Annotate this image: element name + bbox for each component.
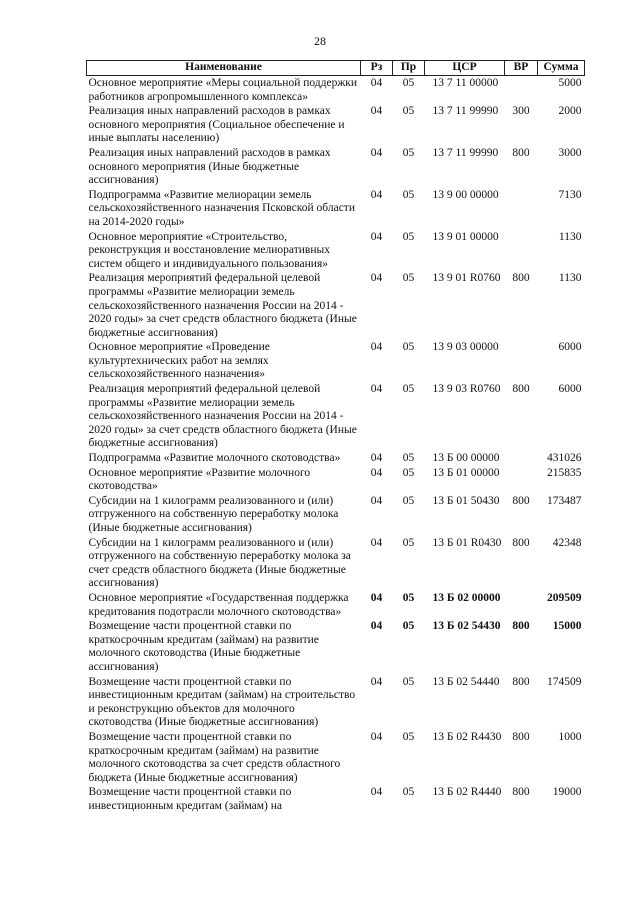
cell-name: Подпрограмма «Развитие молочного скотоводства» [88,452,341,465]
cell-rz: 04 [370,675,383,688]
cell-csr: 13 7 11 99990 [432,105,499,118]
cell-vr: 800 [512,620,530,633]
cell-name: Возмещение части процентной ставки по инвестиционным кредитам (займам) на [88,786,292,812]
cell-rz: 04 [370,620,383,633]
table-row [87,536,585,591]
cell-csr: 13 Б 01 00000 [432,466,500,479]
table-row [87,451,585,466]
cell-csr: 13 Б 02 R4440 [432,786,502,799]
cell-vr: 800 [512,675,530,688]
cell-name: Субсидии на 1 килограмм реализованного и (или) отгруженного на собственную переработку молока (Иные бюджетные ассигнования) [88,494,339,534]
cell-pr: 05 [402,341,415,354]
cell-pr: 05 [402,105,415,118]
table-row [87,104,585,146]
cell-rz: 04 [370,730,383,743]
cell-name: Основное мероприятие «Развитие молочного скотоводства» [88,466,311,493]
cell-name: Возмещение части процентной ставки по инвестиционным кредитам (займам) на строительство и реконструкцию объектов для молочного скотоводства (Иные бюджетные ассигнования) [88,675,356,729]
cell-name: Реализация иных направлений расходов в рамках основного мероприятия (Социальное обеспечение и иные выплаты населению) [88,105,345,145]
table-row [87,382,585,451]
cell-vr: 800 [512,786,530,799]
cell-pr: 05 [402,230,415,243]
cell-pr: 05 [402,452,415,465]
table-row [87,730,585,785]
cell-sum: 431026 [547,452,582,465]
cell-name: Возмещение части процентной ставки по краткосрочным кредитам (займам) на развитие молочного скотоводства за счет средств областного бюджета (Иные бюджетные ассигнования) [88,730,341,784]
budget-table-container [86,60,584,813]
cell-vr [505,466,538,494]
cell-pr: 05 [402,786,415,799]
cell-sum: 1000 [558,730,582,743]
cell-sum: 6000 [558,383,582,396]
cell-name: Реализация иных направлений расходов в рамках основного мероприятия (Иные бюджетные ассигнования) [88,146,331,187]
cell-vr [505,591,538,619]
cell-sum: 3000 [558,146,582,159]
cell-vr: 800 [512,536,530,549]
cell-rz: 04 [370,452,383,465]
cell-pr: 05 [402,272,415,285]
cell-name: Субсидии на 1 килограмм реализованного и (или) отгруженного на собственную переработку молока за счет средств областного бюджета (Иные бюджетные ассигнования) [88,536,351,590]
cell-pr: 05 [402,146,415,159]
cell-sum: 215835 [547,466,582,479]
cell-pr: 05 [402,466,415,479]
cell-rz: 04 [370,105,383,118]
cell-csr: 13 Б 02 00000 [432,591,501,604]
header-vr: ВР [505,61,538,76]
header-pr: Пр [393,61,425,76]
cell-csr: 13 7 11 99990 [432,146,499,159]
cell-sum: 173487 [547,494,582,507]
table-row [87,146,585,188]
cell-sum: 15000 [552,620,582,633]
cell-pr: 05 [402,188,415,201]
cell-rz: 04 [370,341,383,354]
table-row [87,619,585,674]
cell-sum: 1130 [558,230,582,243]
cell-csr: 13 7 11 00000 [432,77,499,89]
table-row [87,785,585,813]
cell-name: Основное мероприятие «Меры социальной поддержки работников агропромышленного комплекса» [88,77,358,103]
cell-rz: 04 [370,536,383,549]
budget-table [86,60,585,813]
cell-vr [505,76,538,105]
cell-sum: 5000 [558,77,582,89]
cell-sum: 174509 [547,675,582,688]
cell-name: Основное мероприятие «Проведение культуртехнических работ на землях сельскохозяйственного назначения» [88,341,270,381]
cell-vr [505,340,538,382]
table-row [87,591,585,619]
cell-vr: 800 [512,146,530,159]
cell-sum: 19000 [552,786,582,799]
table-row [87,230,585,272]
header-rz: Рз [361,61,393,76]
page-number: 28 [314,34,326,48]
cell-pr: 05 [402,675,415,688]
cell-vr: 800 [512,272,530,285]
cell-rz: 04 [370,272,383,285]
cell-vr [505,230,538,272]
cell-rz: 04 [370,786,383,799]
cell-sum: 6000 [558,341,582,354]
cell-csr: 13 Б 00 00000 [432,452,500,465]
cell-rz: 04 [370,146,383,159]
cell-name: Основное мероприятие «Государственная поддержка кредитования подотрасли молочного скотоводства» [88,591,349,618]
cell-csr: 13 Б 02 54430 [432,620,501,633]
cell-name: Подпрограмма «Развитие мелиорации земель сельскохозяйственного назначения Псковской области на 2014-2020 годы» [88,188,355,228]
cell-name: Реализация мероприятий федеральной целевой программы «Развитие мелиорации земель сельскохозяйственного назначения России на 2014 - 2020 годы» за счет средств областного бюджета (Иные бюджетные ассигнования) [88,272,357,339]
cell-pr: 05 [402,536,415,549]
cell-vr: 800 [512,383,530,396]
table-row [87,675,585,730]
cell-csr: 13 Б 02 54440 [432,675,500,688]
cell-sum: 209509 [547,591,582,604]
cell-name: Основное мероприятие «Строительство, реконструкция и восстановление мелиоративных систем общего и индивидуального пользования» [88,230,330,270]
cell-pr: 05 [402,620,415,633]
cell-csr: 13 9 00 00000 [432,188,499,201]
header-sum: Сумма [538,61,585,76]
cell-sum: 1130 [558,272,582,285]
table-header-row [87,61,585,76]
cell-pr: 05 [402,383,415,396]
table-row [87,188,585,230]
cell-rz: 04 [370,230,383,243]
table-row [87,271,585,340]
cell-name: Реализация мероприятий федеральной целевой программы «Развитие мелиорации земель сельскохозяйственного назначения России на 2014 - 2020 годы» за счет средств областного бюджета (Иные бюджетные ассигнования) [88,383,357,450]
table-row [87,340,585,382]
table-row [87,466,585,494]
cell-csr: 13 9 01 00000 [432,230,499,243]
cell-vr [505,188,538,230]
cell-name: Возмещение части процентной ставки по краткосрочным кредитам (займам) на развитие молочного скотоводства (Иные бюджетные ассигнования) [88,620,319,673]
table-row [87,76,585,105]
cell-vr: 800 [512,730,530,743]
cell-csr: 13 Б 01 50430 [432,494,500,507]
cell-rz: 04 [370,188,383,201]
table-row [87,494,585,536]
cell-csr: 13 Б 01 R0430 [432,536,502,549]
cell-rz: 04 [370,591,383,604]
cell-rz: 04 [370,383,383,396]
cell-pr: 05 [402,494,415,507]
cell-pr: 05 [402,730,415,743]
cell-pr: 05 [402,77,415,89]
header-csr: ЦСР [425,61,505,76]
cell-rz: 04 [370,494,383,507]
header-name: Наименование [87,61,361,76]
cell-rz: 04 [370,466,383,479]
cell-csr: 13 9 01 R0760 [432,272,501,285]
cell-vr [505,451,538,466]
cell-vr: 300 [512,105,530,118]
cell-csr: 13 Б 02 R4430 [432,730,502,743]
cell-pr: 05 [402,591,415,604]
cell-vr: 800 [512,494,530,507]
cell-rz: 04 [370,77,383,89]
cell-csr: 13 9 03 00000 [432,341,499,354]
cell-csr: 13 9 03 R0760 [432,383,501,396]
cell-sum: 7130 [558,188,582,201]
cell-sum: 2000 [558,105,582,118]
cell-sum: 42348 [552,536,582,549]
